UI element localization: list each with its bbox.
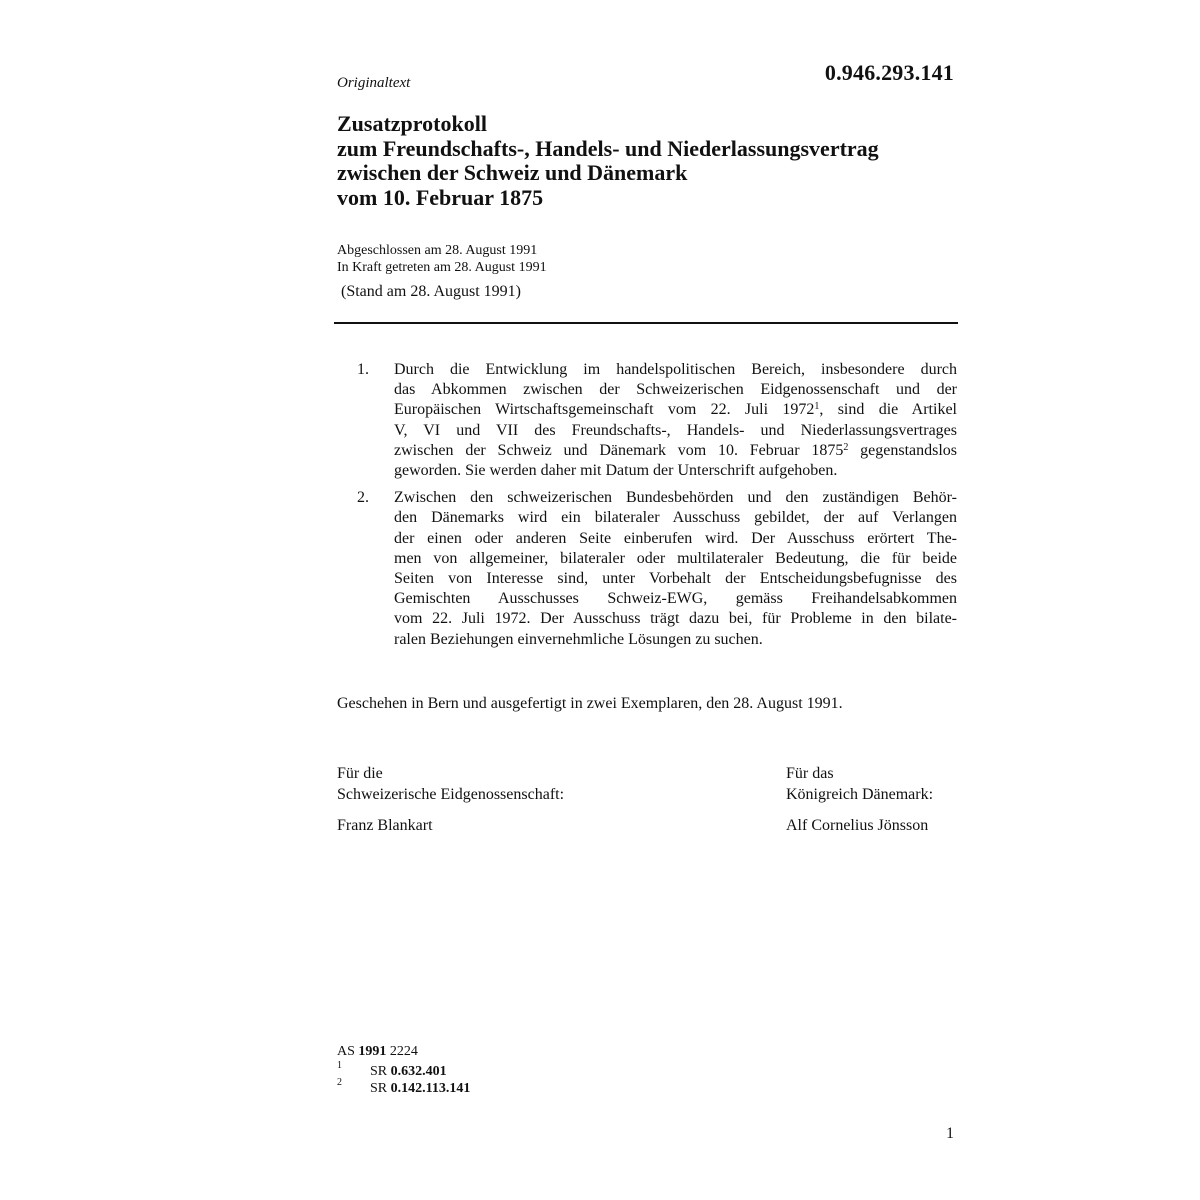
text-line bbox=[394, 441, 957, 461]
document-title bbox=[337, 112, 957, 210]
concluded-date: Abgeschlossen am 28. August 1991 bbox=[337, 243, 538, 258]
article-list bbox=[357, 360, 957, 657]
article-item-1 bbox=[357, 360, 957, 481]
text-line: Gemischten Ausschusses Schweiz-EWG, gemäss Freihandelsabkommen bbox=[394, 590, 957, 608]
signature-party: Schweizerische Eidgenossenschaft: bbox=[337, 786, 565, 803]
text-line: geworden. Sie werden daher mit Datum der Unterschrift aufgehoben. bbox=[394, 462, 838, 480]
as-prefix: AS bbox=[337, 1044, 359, 1059]
in-force-date: In Kraft getreten am 28. August 1991 bbox=[337, 259, 547, 275]
footnote-prefix: SR bbox=[370, 1081, 391, 1096]
header-divider bbox=[334, 322, 958, 324]
text-line: ralen Beziehungen einvernehmliche Lösungen zu suchen. bbox=[394, 630, 763, 648]
footnote-ref-2[interactable]: 2 bbox=[843, 441, 849, 453]
signature-label: Für die bbox=[337, 765, 383, 782]
article-number: 1. bbox=[357, 361, 369, 378]
footnote-prefix: SR bbox=[370, 1064, 391, 1079]
document-meta bbox=[337, 243, 547, 276]
text-line: den Dänemarks wird ein bilateraler Ausschuss gebildet, der auf Verlangen bbox=[394, 509, 957, 527]
article-item-2 bbox=[357, 488, 957, 650]
text-line: V, VI und VII des Freundschafts-, Handels- und Niederlassungsvertrages bbox=[394, 421, 957, 439]
title-line: Zusatzprotokoll bbox=[337, 111, 487, 136]
title-line: zwischen der Schweiz und Dänemark bbox=[337, 160, 688, 185]
text-segment: zwischen der Schweiz und Dänemark vom 10. Februar 1875 bbox=[394, 441, 844, 459]
footnote-text bbox=[370, 1081, 470, 1097]
title-line: vom 10. Februar 1875 bbox=[337, 184, 544, 210]
signature-label: Für das bbox=[786, 765, 834, 782]
status-date: (Stand am 28. August 1991) bbox=[341, 283, 521, 300]
signer-name-switzerland: Franz Blankart bbox=[337, 817, 433, 834]
text-line: Durch die Entwicklung im handelspolitischen Bereich, insbesondere durch bbox=[394, 361, 957, 378]
text-segment: , sind die Artikel bbox=[819, 401, 957, 419]
article-number: 2. bbox=[357, 489, 369, 507]
text-segment: Europäischen Wirtschaftsgemeinschaft vom 22. Juli 1972 bbox=[394, 401, 815, 419]
footnote-ref-1[interactable]: 1 bbox=[814, 401, 820, 413]
footnote-2 bbox=[337, 1077, 471, 1097]
text-line: men von allgemeiner, bilateraler oder multilateraler Bedeutung, die für beide bbox=[394, 549, 957, 567]
text-line: Zwischen den schweizerischen Bundesbehörden und den zuständigen Behör- bbox=[394, 489, 957, 507]
signature-block-denmark bbox=[786, 763, 933, 805]
text-segment: gegenstandslos bbox=[848, 441, 958, 459]
closing-statement: Geschehen in Bern und ausgefertigt in zwei Exemplaren, den 28. August 1991. bbox=[337, 695, 843, 712]
title-line: zum Freundschafts-, Handels- und Niederlassungsvertrag bbox=[337, 135, 879, 161]
footnote-ref[interactable]: 0.632.401 bbox=[390, 1064, 447, 1079]
as-page: 2224 bbox=[386, 1044, 418, 1059]
text-line: das Abkommen zwischen der Schweizerischen Eidgenossenschaft und der bbox=[394, 381, 957, 399]
text-line: vom 22. Juli 1972. Der Ausschuss trägt dazu bei, für Probleme in den bilate- bbox=[394, 610, 957, 628]
sr-number: 0.946.293.141 bbox=[824, 60, 954, 85]
signature-party: Königreich Dänemark: bbox=[786, 786, 934, 803]
text-line: Seiten von Interesse sind, unter Vorbehalt der Entscheidungsbefugnisse des bbox=[394, 570, 957, 588]
signer-name-denmark: Alf Cornelius Jönsson bbox=[786, 817, 929, 834]
footnote-mark: 2 bbox=[337, 1077, 342, 1088]
text-line bbox=[394, 400, 957, 420]
official-collection-reference bbox=[337, 1044, 418, 1060]
footnote-ref[interactable]: 0.142.113.141 bbox=[390, 1081, 471, 1096]
signature-block-switzerland bbox=[337, 763, 564, 805]
text-line: der einen oder anderen Seite einberufen wird. Der Ausschuss erörtert The- bbox=[394, 529, 957, 547]
article-text bbox=[394, 360, 957, 481]
footnote-text bbox=[370, 1064, 447, 1080]
as-year: 1991 bbox=[358, 1044, 387, 1059]
article-text bbox=[394, 488, 957, 650]
footnote-mark: 1 bbox=[337, 1060, 342, 1071]
original-text-label: Originaltext bbox=[337, 75, 411, 91]
page-number: 1 bbox=[946, 1125, 954, 1142]
